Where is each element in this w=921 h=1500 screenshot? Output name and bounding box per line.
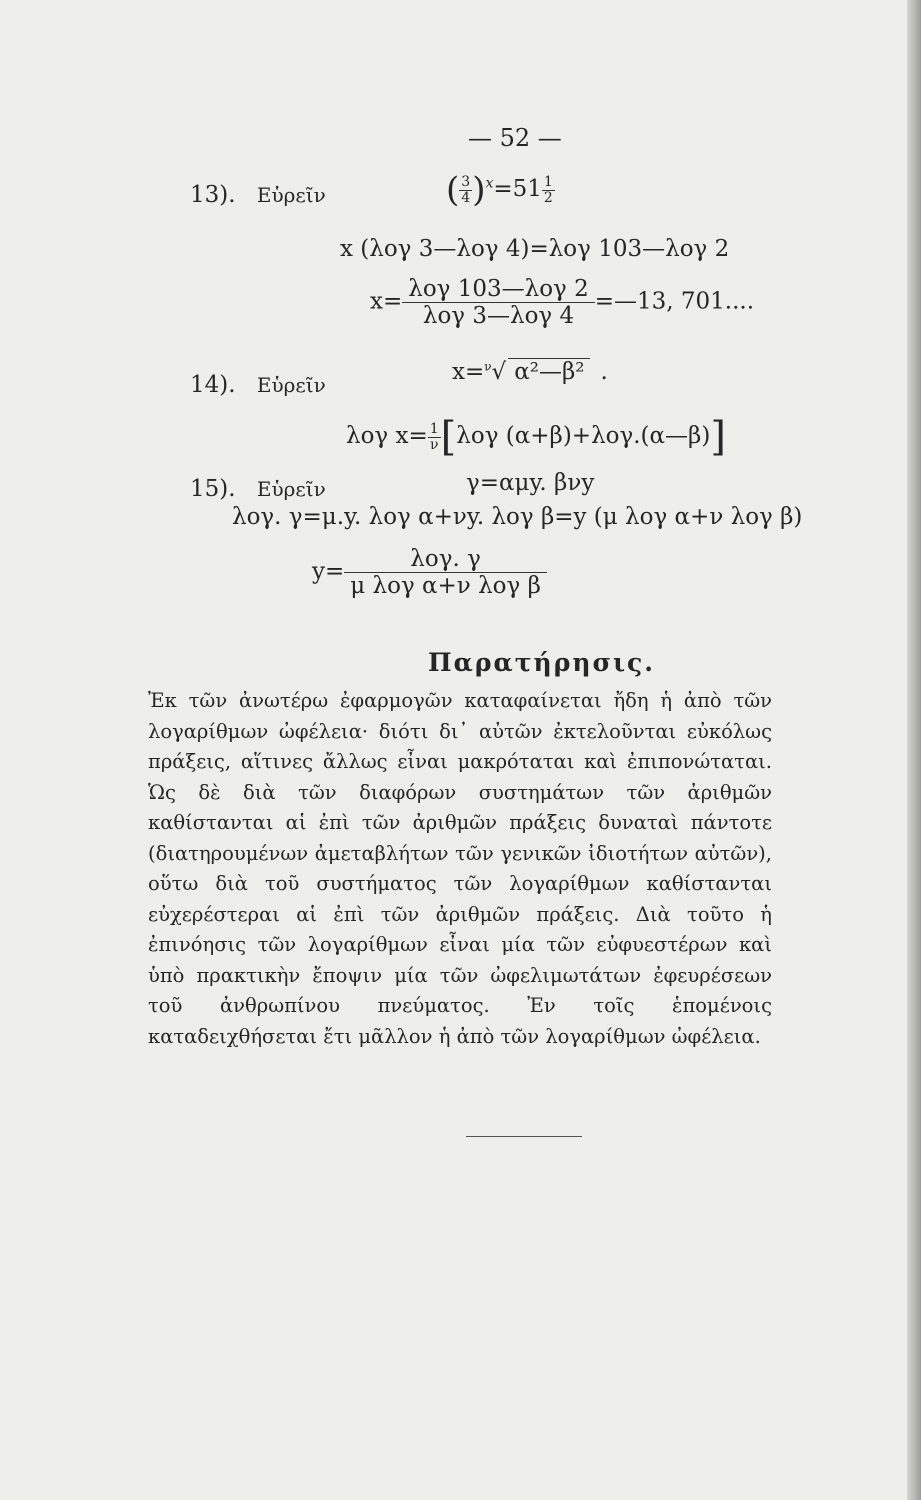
right-bracket: ] (710, 414, 726, 460)
base-fraction (459, 175, 472, 206)
problem-14-step-1 (346, 414, 726, 460)
radicand: α²—β² (508, 358, 590, 385)
problem-number: 15). (190, 476, 236, 502)
problem-14-label (190, 372, 326, 398)
problem-14-statement (452, 358, 608, 385)
problem-13-step-2 (370, 276, 754, 329)
rhs-fraction (542, 175, 555, 206)
equation-fraction (402, 276, 595, 329)
equation-fraction (344, 546, 547, 599)
root-index: ν (484, 359, 492, 374)
page-number: — 52 — (468, 124, 562, 152)
equation-tail: . (600, 359, 608, 385)
problem-number: 13). (190, 182, 236, 208)
problem-15-step-1: λογ. γ=μ.y. λογ α+νy. λογ β=y (μ λογ α+ν λογ β) (232, 504, 803, 530)
reciprocal-fraction (428, 422, 441, 453)
problem-verb: Εὑρεῖν (256, 373, 326, 397)
base-numerator: 3 (461, 173, 471, 190)
problem-number: 14). (190, 372, 236, 398)
exponent: x (485, 175, 494, 192)
problem-15-label (190, 476, 326, 502)
problem-15-step-2 (312, 546, 547, 599)
rhs-value: =51 (493, 176, 542, 202)
fraction-numerator: λογ 103—λογ 2 (408, 276, 589, 302)
page-edge-shadow (907, 0, 921, 1500)
left-bracket: [ (440, 414, 457, 460)
equation-rhs: =—13, 701.... (594, 288, 755, 315)
equation-lhs: y= (312, 558, 345, 585)
rhs-numerator: 1 (543, 173, 553, 190)
equation-lhs: λογ x= (346, 423, 428, 449)
problem-13-step-1: x (λογ 3—λογ 4)=λογ 103—λογ 2 (340, 236, 730, 262)
fraction-numerator: 1 (429, 420, 439, 437)
equation-lhs: x= (452, 359, 485, 385)
radical-sign: √ (491, 359, 507, 385)
left-paren: ( (446, 170, 460, 210)
problem-verb: Εὑρεῖν (256, 477, 326, 501)
rhs-denominator: 2 (543, 189, 553, 206)
section-heading: Παρατήρησις. (428, 648, 655, 677)
bracket-body: λογ (α+β)+λογ.(α—β) (456, 423, 711, 449)
closing-rule (466, 1136, 582, 1137)
fraction-numerator: λογ. γ (410, 546, 481, 572)
body-paragraph (148, 686, 772, 1052)
problem-13-statement (446, 170, 555, 210)
equation-lhs: x= (370, 288, 403, 315)
right-paren: ) (472, 170, 486, 210)
problem-15-statement: γ=αμy. βνy (466, 470, 595, 496)
problem-verb: Εὑρεῖν (256, 183, 326, 207)
fraction-denominator: λογ 3—λογ 4 (402, 302, 595, 329)
problem-13-label (190, 182, 326, 208)
paragraph-text: Ἐκ τῶν ἀνωτέρω ἐφαρμογῶν καταφαίνεται ἤδη ἡ ἀπὸ τῶν λογαρίθμων ὠφέλεια· διότι δι᾽ αὐτῶν ἐκτελοῦνται εὐκόλως πράξεις, αἵτινες ἄλλως εἶναι μακρόταται καὶ ἐπιπονώταται. Ὡς δὲ διὰ τῶν διαφόρων συστημάτων τῶν ἀριθμῶν καθίστανται αἱ ἐπὶ τῶν ἀριθμῶν πράξεις δυναταὶ πάντοτε (διατηρουμένων ἀμεταβλήτων τῶν γενικῶν ἰδιοτήτων αὐτῶν), οὕτω διὰ τοῦ συστήματος τῶν λογαρίθμων καθίστανται εὐχερέστεραι αἱ ἐπὶ τῶν ἀριθμῶν πράξεις. Διὰ τοῦτο ἡ ἐπινόησις τῶν λογαρίθμων εἶναι μία τῶν εὐφυεστέρων καὶ ὑπὸ πρακτικὴν ἔποψιν μία τῶν ὠφελιμωτάτων ἐφευρέσεων τοῦ ἀνθρωπίνου πνεύματος. Ἐν τοῖς ἑπομένοις καταδειχθήσεται ἔτι μᾶλλον ἡ ἀπὸ τῶν λογαρίθμων ὠφέλεια. (148, 689, 772, 1048)
base-denominator: 4 (461, 189, 471, 206)
fraction-denominator: μ λογ α+ν λογ β (344, 572, 547, 599)
fraction-denominator: ν (428, 437, 441, 453)
